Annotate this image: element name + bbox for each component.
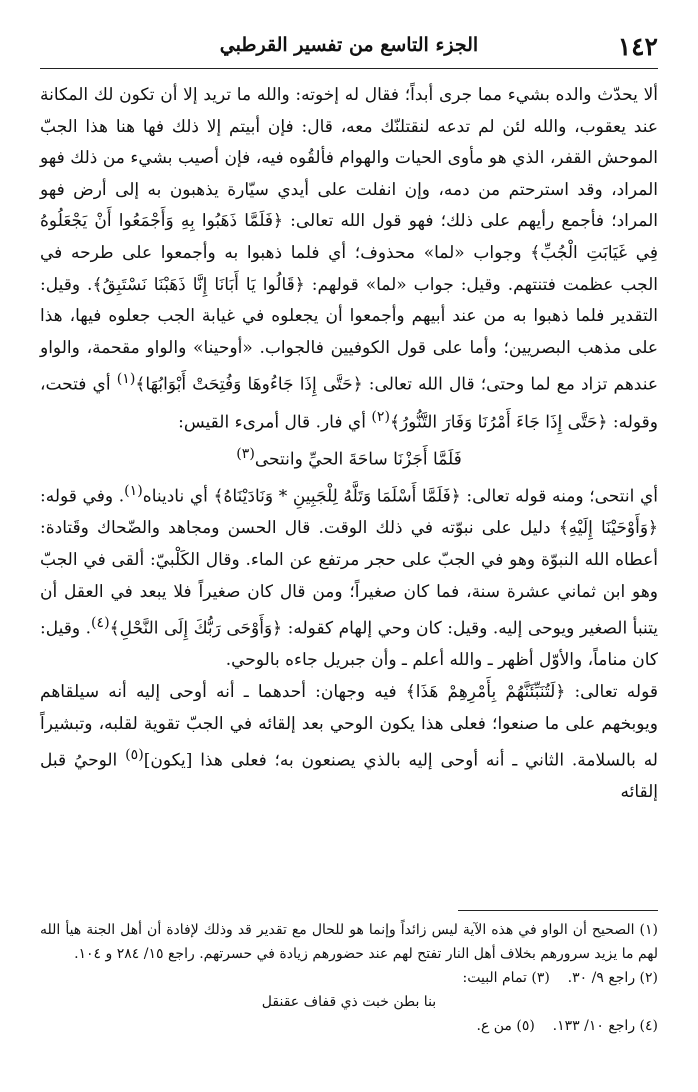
main-text — [40, 80, 658, 809]
footnote-ref: (١) — [116, 371, 136, 388]
footnotes — [40, 918, 658, 1038]
book-page — [40, 30, 658, 1070]
footnote-ref: (١) — [124, 483, 143, 500]
footnote-ref: (٥) — [125, 747, 144, 764]
paragraph-text: أي فتحت، وقوله: ﴿حَتَّى إِذَا جَاءَ أَمْرُنَا وَفَارَ التَّنُّورُ﴾ — [40, 375, 658, 433]
paragraph — [40, 677, 658, 809]
footnote-line — [40, 1014, 658, 1038]
paragraph-text: أي انتحى؛ ومنه قوله تعالى: ﴿فَلَمَّا أَسْلَمَا وَتَلَّهُ لِلْجَبِينِ * وَنَادَيْنَاهُ﴾ أي ناديناه — [142, 486, 658, 507]
footnote: (١) الصحيح أن الواو في هذه الآية ليس زائداً وإنما هو للحال مع تقدير قد وذلك لإفادة أن أهل الجنة هيأ الله لهم ما يزيد سرورهم بخلاف أهل النار تفتح لهم عند حضورهم زيادة في حسرتهم. راجع ١٥/ ٢٨٤ و ١٠٤. — [40, 922, 658, 962]
paragraph-text: . وفي قوله: ﴿وَأَوْحَيْنَا إِلَيْهِ﴾ دليل على نبوّته في ذلك الوقت. قال الحسن ومجاهد والضّحاك وقَتادة: أعطاه الله النبوّة وهو في الجبّ على حجر مرتفع عن الماء. وقال الكَلْبيّ: ألقى في الجبّ وهو ابن ثماني عشرة سنة، فما كان صغيراً؛ ومن قال كان صغيراً فلا يبعد في العقل أن يتنبأ الصغير ويوحى إليه. وقيل: كان وحي إلهام كقوله: ﴿وَأَوْحَى رَبُّكَ إِلَى النَّحْلِ﴾ — [40, 486, 658, 639]
paragraph — [40, 476, 658, 677]
footnote: (٢) راجع ٩/ ٣٠. — [567, 970, 658, 986]
footnote-divider — [458, 910, 658, 911]
page-number: ١٤٢ — [617, 32, 658, 61]
paragraph-text: . وقيل: كان مناماً، والأوّل أظهر ـ والله أعلم ـ وأن جبريل جاءه بالوحي. — [40, 618, 658, 671]
footnote-line — [40, 966, 658, 990]
footnote-ref: (٢) — [371, 408, 390, 425]
footnote-ref: (٣) — [236, 445, 255, 462]
footnote-verse: بنا بطن خبت ذي قفاف عقنقل — [261, 994, 437, 1010]
running-title: الجزء التاسع من تفسير القرطبي — [219, 34, 479, 56]
footnote: (٥) من ع. — [476, 1018, 535, 1034]
paragraph-text: الوحيُ قبل إلقائه — [40, 750, 658, 803]
paragraph — [40, 80, 658, 439]
page-header — [40, 30, 658, 69]
footnote: (٤) راجع ١٠/ ١٣٣. — [552, 1018, 658, 1034]
paragraph-text: ألا يحدّث والده بشيء مما جرى أبداً؛ فقال له إخوته: والله ما تريد إلا أن تكون لك المكانة عند يعقوب، والله لئن لم تدعه لنقتلنّك معه، قال: فإن أبيتم إلا ذلك فها هنا هذا الجبّ الموحش القفر، الذي هو مأوى الحيات والهوام فألقُوه فيه، فإن أصيب بشيء من ذلك فهو المراد، وقد استرحتم من دمه، وإن انفلت على أيدي سيّارة يذهبون به إلى أرض فهو المراد؛ فأجمع رأيهم على ذلك؛ فهو قول الله تعالى: ﴿فَلَمَّا ذَهَبُوا بِهِ وَأَجْمَعُوا أَنْ يَجْعَلُوهُ فِي غَيَابَتِ الْجُبِّ﴾ وجواب «لما» محذوف؛ أي فلما ذهبوا به وأجمعوا على طرحه في الجب عظمت فتنتهم. وقيل: جواب «لما» قولهم: ﴿قَالُوا يَا أَبَانَا إِنَّا ذَهَبْنَا نَسْتَبِقُ﴾. وقيل: التقدير فلما ذهبوا به من عند أبيهم وأجمعوا أن يجعلوه في غيابة الجب جعلوه فيها، هذا على مذهب البصريين؛ وأما على قول الكوفيين فالجواب. «أوحينا» والواو مقحمة، والواو عندهم تزاد مع لما وحتى؛ قال الله تعالى: ﴿حَتَّى إِذَا جَاءُوهَا وَفُتِحَتْ أَبْوَابُهَا﴾ — [40, 85, 658, 395]
verse-text: فَلَمَّا أَجَزْنَا ساحَةَ الحيِّ وانتحى — [254, 449, 462, 470]
footnote-ref: (٤) — [90, 615, 110, 632]
paragraph-text: أي فار. قال أمرىء القيس: — [178, 412, 372, 433]
paragraph-text: قوله تعالى: ﴿لَتُنَبِّئَنَّهُمْ بِأَمْرِهِمْ هَذَا﴾ فيه وجهان: أحدهما ـ أنه أوحى إليه أنه سيلقاهم ويوبخهم على ما صنعوا؛ فعلى هذا يكون الوحي بعد إلقائه في الجبّ تقوية لقلبه، وتبشيراً له بالسلامة. الثاني ـ أنه أوحى إليه بالذي يصنعون به؛ فعلى هذا [يكون] — [40, 681, 658, 771]
poetry-verse — [40, 439, 658, 476]
footnote: (٣) تمام البيت: — [462, 970, 550, 986]
